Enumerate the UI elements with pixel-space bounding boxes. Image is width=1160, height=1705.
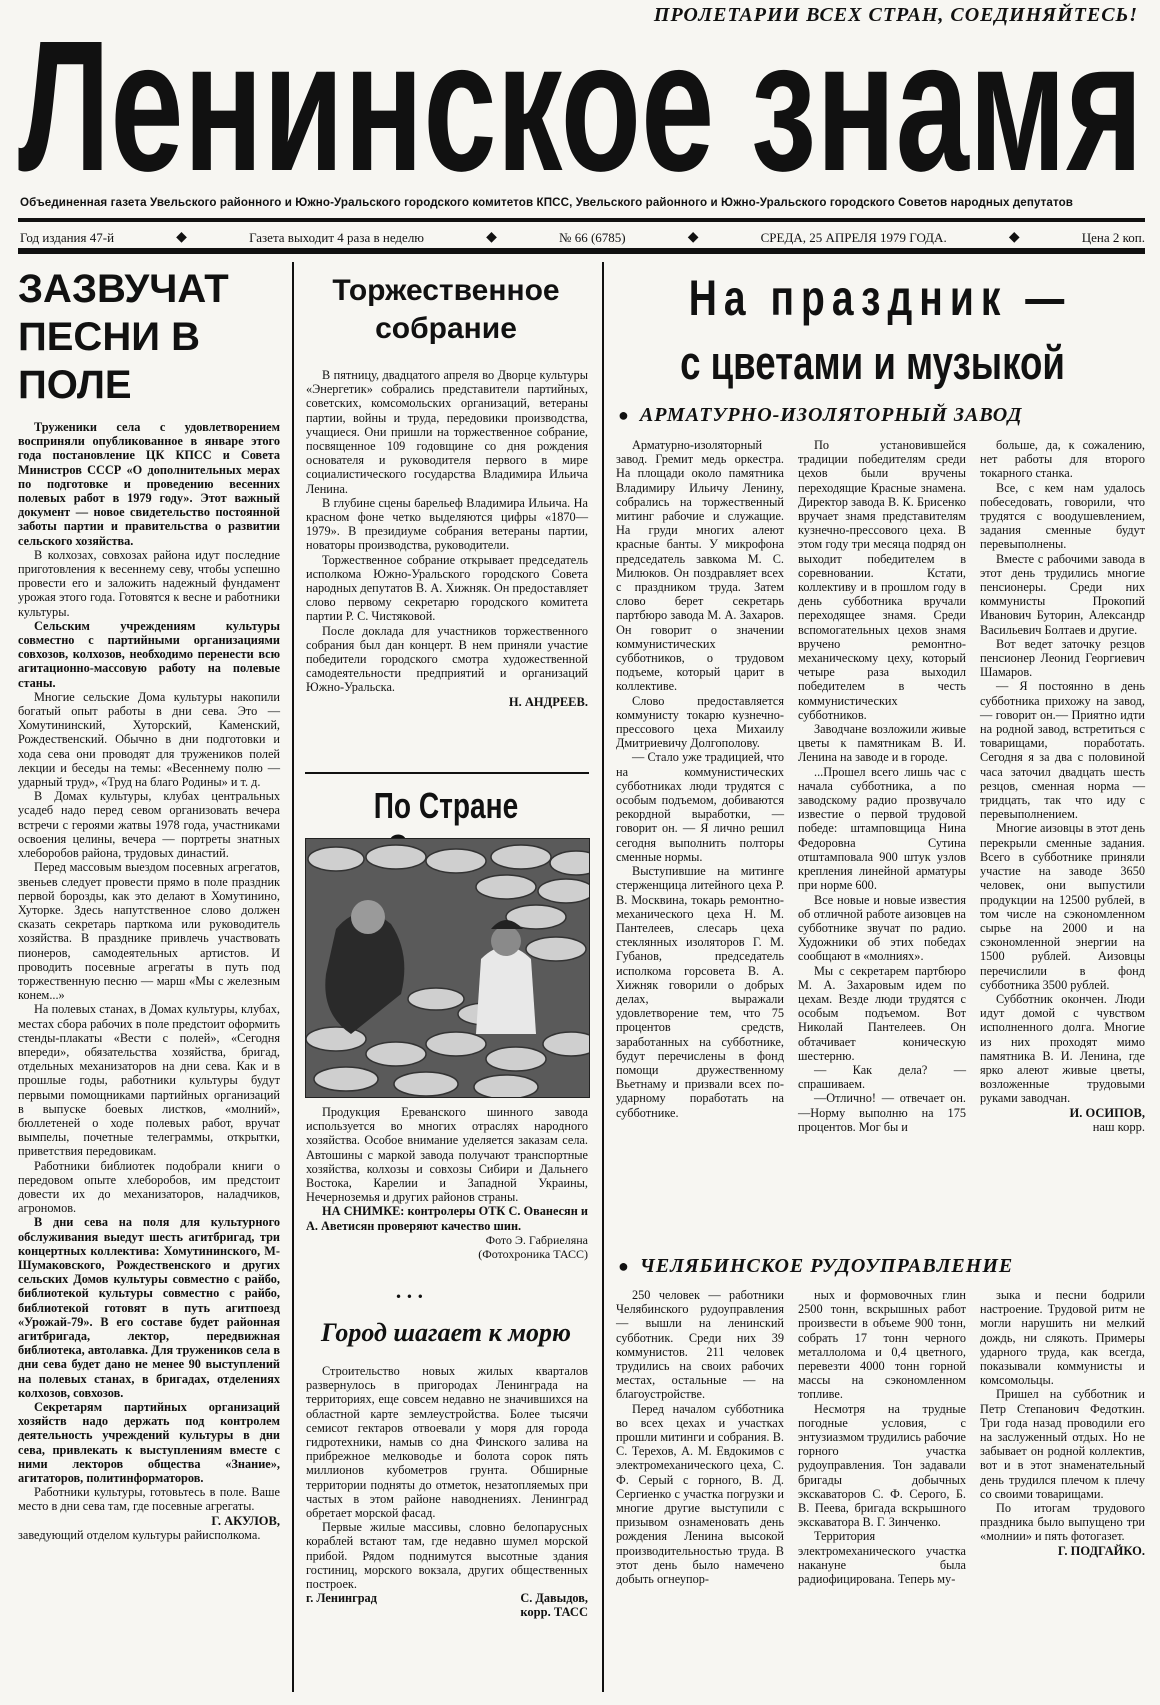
newspaper-title	[18, 20, 1143, 192]
paragraph: Строительство новых жилых кварталов развернулось в пригородах Ленинграда на территориях, еще совсем недавно не значившихся на областной карте землеустройства. Более тысячи семисот гектаров отвоевали у моря для города гидротехники, намыв со дна Финского залива на прибрежное мелководье и болота сорок пять миллионов кубометров грунта. Обширные территории подняты до отметок, незатопляемых при частых в этом районе наводнениях. Ленинград обретает морской фасад.	[306, 1364, 588, 1521]
article-meeting-title-line2: собрание	[375, 312, 517, 345]
article-city-location: г. Ленинград	[306, 1591, 377, 1606]
holiday-column-2	[798, 438, 966, 1134]
holiday-column-3	[980, 438, 1145, 1134]
section-rule	[305, 772, 589, 774]
paragraph: Все, с кем нам удалось побеседовать, говорили, что трудятся с воодушевлением, задания сменные будут перевыполнены.	[980, 480, 1145, 552]
paragraph: Труженики села с удовлетворением восприняли опубликованное в январе этого года постановление ЦК КПСС и Совета Министров СССР «О дополнительных мерах по подготовке и проведению весенних полевых работ в 1979 году». Этот важный документ — новое свидетельство постоянной заботы партии и правительства о развитии сельского хозяйства.	[18, 420, 280, 548]
article-country-title: По Стране	[373, 785, 519, 826]
article-meeting-title-line1: Торжественное	[332, 274, 560, 307]
paragraph: Выступившие на митинге стерженщица литейного цеха Р. В. Москвина, токарь ремонтно-механического цеха Н. М. Пантелеев, слесарь цеха стеклянных изоляторов Г. М. Губанов, председатель исполкома горсовета В. А. Хижняк говорили о добрых делах, выражали удовлетворение тем, что 75 процентов средств, заработанных на субботнике, будут перечислены в фонд помощи дружественному Вьетнаму и призвали всех по-ударному поработать на субботнике.	[616, 864, 784, 1120]
paragraph: 250 человек — работники Челябинского рудоуправления — вышли на ленинский субботник. Среди них 39 коммунистов. 211 человек трудились на своих рабочих местах, остальные — на благоустройстве.	[616, 1288, 784, 1402]
paragraph: Вот ведет заточку резцов пенсионер Леонид Георгиевич Шамаров.	[980, 636, 1145, 680]
column-divider	[602, 262, 604, 1692]
paragraph: По итогам трудового праздника было выпущено три «молнии» и пять фотогазет.	[980, 1501, 1145, 1544]
article-holiday-title-line1: На праздник —	[688, 270, 1072, 326]
issue-frequency: Газета выходит 4 раза в неделю	[249, 229, 425, 245]
paragraph: Секретарям партийных организаций хозяйств надо держать под контролем деятельность учреждений культуры в дни сева, привлекать к выступлениям вместе с ними лекторов общества «Знание», агитаторов, политинформаторов.	[18, 1400, 280, 1486]
holiday-col3-author-role: наш корр.	[1092, 1119, 1145, 1134]
holiday-column-6	[980, 1288, 1145, 1558]
diamond-icon: ◆	[687, 230, 699, 245]
paragraph: зыка и песни бодрили настроение. Трудовой ритм не могли нарушить ни мелкий дождь, ни слякоть. Примеры ударного труда, как всегда, показывали коммунисты и комсомольцы.	[980, 1288, 1145, 1388]
paragraph: Субботник окончен. Люди идут домой с чувством исполненного долга. Многие из них проходят мимо памятника В. И. Ленина, где ярко алеют живые цветы, возложенные трудовыми руками заводчан.	[980, 991, 1145, 1106]
issue-year: Год издания 47-й	[20, 229, 115, 245]
paragraph: —Отлично! — отвечает он.—Норму выполню на 175 процентов. Мог бы и	[798, 1091, 966, 1134]
paragraph: Заводчане возложили живые цветы к памятникам В. И. Ленина на заводе и в городе.	[798, 722, 966, 765]
holiday-col3-author: И. ОСИПОВ,	[1069, 1105, 1145, 1120]
paragraph: Многие аизовцы в этот день перекрыли сменные задания. Всего в субботнике приняли участие на заводе 3650 человек, они выпустили продукции на 12500 рублей, в том числе на сэкономленном сырье на 2000 и на сэкономленной энергии на 1500 рублей. Аизовцы перечислили в фонд субботника 3500 рублей.	[980, 821, 1145, 992]
photo-credit: Фото Э. Габриеляна	[485, 1232, 588, 1247]
article-holiday-title-line2: с цветами и музыкой	[680, 336, 1065, 389]
masthead-motto: ПРОЛЕТАРИИ ВСЕХ СТРАН, СОЕДИНЯЙТЕСЬ!	[653, 4, 1138, 26]
paragraph: В Домах культуры, клубах центральных усадеб надо перед севом организовать вечера встречи с героями жатвы 1978 года, участниками освоения целины, вечера — портреты знатных хлеборобов района, трудовых династий.	[18, 789, 280, 861]
section-heading-chel	[618, 1255, 1013, 1278]
paragraph: больше, да, к сожалению, нет работы для второго токарного станка.	[980, 438, 1145, 481]
section-heading-aiz-text: АРМАТУРНО-ИЗОЛЯТОРНЫЙ ЗАВОД	[639, 404, 1023, 426]
paragraph: Территория электромеханического участка накануне была радиофицирована. Теперь му-	[798, 1529, 966, 1587]
bullet-icon: ●	[618, 405, 630, 425]
article-meeting-author: Н. АНДРЕЕВ.	[508, 694, 588, 709]
separator-dots: • • •	[395, 1290, 424, 1304]
paragraph: В глубине сцены барельеф Владимира Ильича. На красном фоне четко выделяются цифры «1870—1979». В президиуме собрания ветераны партии, новаторы производства, руководители.	[306, 495, 588, 553]
article-songs-body	[18, 420, 280, 1542]
top-rule	[18, 218, 1145, 222]
article-songs-author: Г. АКУЛОВ,	[211, 1513, 280, 1528]
holiday-column-1	[616, 438, 784, 1120]
paragraph: Все новые и новые известия об отличной работе аизовцев на субботнике звучат по радио. Художники об этих победах сообщают в «молниях».	[798, 892, 966, 964]
holiday-col6-author: Г. ПОДГАЙКО.	[1057, 1543, 1145, 1558]
paragraph: Несмотря на трудные погодные условия, с энтузиазмом трудились рабочие горного участка рудоуправления. Тон задавали бригады добычных экскаваторов С. Ф. Серого, Б. В. Пеева, бригада вскрышного экскаватора В. Г. Зинченко.	[798, 1401, 966, 1530]
paragraph: Арматурно-изоляторный завод. Гремит медь оркестра. На площади около памятника Владимиру Ильичу Ленину, собрались на торжественный митинг рабочие и служащие. На груди многих алеют красные банты. У микрофона председатель завкома М. С. Милюков. Он поздравляет всех с праздником труда. Затем слово берет секретарь партбюро завода М. А. Захаров. Он говорит о значении коммунистических субботников, о трудовом подъеме, который царит в коллективе.	[616, 438, 784, 694]
paragraph: Сельским учреждениям культуры совместно с партийными организациями совхозов, колхозов, необходимо перенести всю агитационно-массовую работу на полевые станы.	[18, 618, 280, 690]
bullet-icon: ●	[618, 1256, 630, 1276]
paragraph: Работники культуры, готовьтесь в поле. Ваше место в дни сева там, где посевные агрегаты.	[18, 1485, 280, 1514]
photo-workers-sorting	[305, 838, 590, 1098]
paragraph: — Как дела? — спрашиваем.	[798, 1062, 966, 1092]
issue-info-bar	[20, 229, 1145, 246]
section-heading-chel-text: ЧЕЛЯБИНСКОЕ РУДОУПРАВЛЕНИЕ	[639, 1255, 1014, 1277]
diamond-icon: ◆	[1008, 230, 1020, 245]
paragraph: В пятницу, двадцатого апреля во Дворце культуры «Энергетик» собрались представители партийных, советских, комсомольских организаций, ветераны партии, войны и труда, передовики производства, учащиеся. Они пришли на торжественное собрание, посвященное 109 годовщине со дня рождения основателя и руководителя первого в мире социалистического государства Владимира Ильича Ленина.	[306, 368, 588, 496]
holiday-column-5	[798, 1288, 966, 1586]
paragraph: В колхозах, совхозах района идут последние приготовления к весеннему севу, чтобы успешно провести его и заложить надежный фундамент урожая этого года. Готовятся к весне и работники культуры.	[18, 547, 280, 619]
caption-photo-note: НА СНИМКЕ: контролеры ОТК С. Ованесян и А. Аветисян проверяют качество шин.	[306, 1204, 588, 1233]
article-songs-title: ЗАЗВУЧАТ ПЕСНИ В ПОЛЕ	[18, 267, 229, 407]
paragraph: По установившейся традиции победителям среди цехов были вручены переходящие Красные знамена. Директор завода В. К. Брисенко вручает знамя представителям кузнечно-прессового цеха. В этом году три месяца подряд он выходит победителем в соревновании. Кстати, коллективу и в прошлом году в день субботника вручали переходящее знамя. Среди вспомогательных цехов знамя вручено ремонтно-механическому цеху, который четыре раза выходил победителем в честь коммунистических субботников.	[798, 438, 966, 722]
newspaper-title-text: Ленинское знамя	[18, 20, 1143, 192]
paragraph: Торжественное собрание открывает председатель исполкома Южно-Уральского городского Совета народных депутатов В. А. Хижняк. Он предоставляет слово первому секретарю городского комитета партии Р. С. Чистяковой.	[306, 552, 588, 624]
photo-agency: (Фотохроника ТАСС)	[478, 1246, 588, 1261]
paragraph: Пришел на субботник и Петр Степанович Федоткин. Три года назад проводили его на заслуженный отдых. Но не забывает он родной коллектив, вот и в этот знаменательный день трудился плечом к плечу со своими товарищами.	[980, 1387, 1145, 1501]
article-songs-author-role: заведующий отделом культуры райисполкома.	[18, 1527, 261, 1542]
column-divider	[292, 262, 294, 1692]
caption-text: Продукция Ереванского шинного завода используется во многих отраслях народного хозяйства. Особое внимание уделяется заказам села. Автошины с маркой завода получают транспортные хозяйства, колхозы и совхозы Сибири и Дальнего Востока, Карелии и Западной Украины, Нечерноземья и других районов страны.	[306, 1105, 588, 1205]
paragraph: Мы с секретарем партбюро М. А. Захаровым идем по цехам. Везде люди трудятся с особым подъемом. Вот Николай Пантелеев. Он обтачивает коническую шестерню.	[798, 963, 966, 1063]
masthead-subtitle: Объединенная газета Увельского районного и Южно-Уральского городского комитетов КПСС, Увельского районного и Южно-Уральского городского Советов народных депутатов	[20, 196, 1073, 209]
paragraph: ных и формовочных глин 2500 тонн, вскрышных работ произвести в объеме 900 тонн, собрать 17 тонн черного металлолома и 0,4 цветного, перевезти 4000 тонн горной массы на сэкономленном топливе.	[798, 1288, 966, 1402]
diamond-icon: ◆	[486, 230, 497, 245]
bottom-rule	[18, 248, 1145, 254]
paragraph: Многие сельские Дома культуры накопили богатый опыт работы в дни сева. Это — Хомутининский, Хуторский, Каменский, Рождественский. Обычно в дни подготовки и хода сева они проводят для тружеников полей лекции и беседы на темы: «Весеннему полю — ударный труд», «Труд на благо Родины» и т. д.	[18, 689, 280, 790]
article-city-author: С. Давыдов,	[520, 1591, 588, 1606]
article-country-caption	[306, 1105, 588, 1261]
issue-number: № 66 (6785)	[559, 229, 626, 245]
article-meeting-body	[306, 368, 588, 709]
paragraph: — Я постоянно в день субботника прихожу на завод,— говорит он.— Приятно идти на родной завод, встретиться с товарищами, поработать. Сегодня я за два с половиной часа заточил двадцать шесть резцов, сменная норма — тридцать, так что иду с перевыполнением.	[980, 679, 1145, 822]
article-city-author-role: корр. ТАСС	[520, 1605, 588, 1620]
diamond-icon: ◆	[176, 230, 187, 245]
paragraph: — Стало уже традицией, что на коммунистических субботниках люди трудятся с особым подъемом, добиваются рекордной выработки, — говорит он. — Я лично решил сегодня выполнить полторы сменные нормы.	[616, 750, 784, 864]
issue-date: СРЕДА, 25 АПРЕЛЯ 1979 ГОДА.	[760, 229, 947, 245]
paragraph: Работники библиотек подобрали книги о передовом опыте хлеборобов, им предстоит довести их до механизаторов, наладчиков, агрономов.	[18, 1158, 280, 1216]
paragraph: Перед началом субботника во всех цехах и участках прошли митинги и собрания. В. С. Терехов, А. М. Евдокимов с электромеханического цеха, С. Ф. Серый с горного, В. Д. Сергиенко с участка погрузки и многие другие выступили с призывом ознаменовать день рождения Ленина высокой производительностью труда. В этот день было намечено добыть огнеупор-	[616, 1401, 784, 1587]
article-city-body	[306, 1364, 588, 1620]
article-city-footer	[306, 1591, 588, 1605]
paragraph: ...Прошел всего лишь час с начала субботника, а по заводскому радио прозвучало известие о первой трудовой победе: штамповщица Нина Федоровна Сутина отштамповала 900 штук узлов крепления линейной арматуры при норме 600.	[798, 764, 966, 893]
paragraph: Слово предоставляется коммунисту токарю кузнечно-прессового цеха Михаилу Дмитриевичу Долгополову.	[616, 693, 784, 751]
paragraph: После доклада для участников торжественного собрания был дан концерт. В нем приняли участие победители городского смотра художественной самодеятельности предприятий и организаций Южно-Уральска.	[306, 623, 588, 695]
paragraph: На полевых станах, в Домах культуры, клубах, местах сбора рабочих в поле предстоит оформить стенды-плакаты «Вести с полей», «Сегодня впереди», обязательства хозяйства, бригад, отдельных механизаторов на дни сева. Как и в прошлые годы, работники культуры будут первыми помощниками партийных организаций в выпуске боевых листков, «молний», бюллетеней о ходе полевых работ, вручат вымпелы, почетные телеграммы, открытки, приветствия передовикам.	[18, 1002, 280, 1159]
holiday-column-4	[616, 1288, 784, 1586]
paragraph: Перед массовым выездом посевных агрегатов, звеньев следует провести прямо в поле праздник первой борозды, как это делают в Хомутинино, Хуторке. Здесь напутственное слово должен сказать секретарь парткома или руководитель хозяйства. В празднике привлечь участвовать пионеров, самодеятельных артистов. И проводить посевные агрегаты в путь под торжественную песню — марш «Мы с железным конем...»	[18, 860, 280, 1003]
paragraph: Вместе с рабочими завода в этот день трудились многие пенсионеры. Среди них коммунисты Прокопий Иванович Буторин, Александр Васильевич Болтаев и другие.	[980, 551, 1145, 637]
section-heading-aiz	[618, 404, 1022, 427]
paragraph: Первые жилые массивы, словно белопарусных кораблей встают там, где недавно шумел морской прибой. Рядом поднимутся высотные здания гостиниц, морского вокзала, других общественных построек.	[306, 1520, 588, 1592]
issue-price: Цена 2 коп.	[1081, 229, 1145, 245]
article-city-title: Город шагает к морю	[320, 1318, 572, 1347]
paragraph: В дни сева на поля для культурного обслуживания выедут шесть агитбригад, три концертных коллектива: Хомутининского, М-Шумаковского, Рождественского и других сельских Домов культуры совместно с райбо, библиотекой культуры совместно с райбо, библиотекой готовят в путь агитпоезд «Урожай-79». В его составе будет районная агитбригада, лектор, передвижная библиотека, автолавка. Для тружеников села в дни сева будет дано не менее 90 выступлений на полевых станах, в бригадах, отделениях колхозов, совхозов.	[18, 1215, 280, 1400]
article-meeting-title	[300, 272, 592, 348]
